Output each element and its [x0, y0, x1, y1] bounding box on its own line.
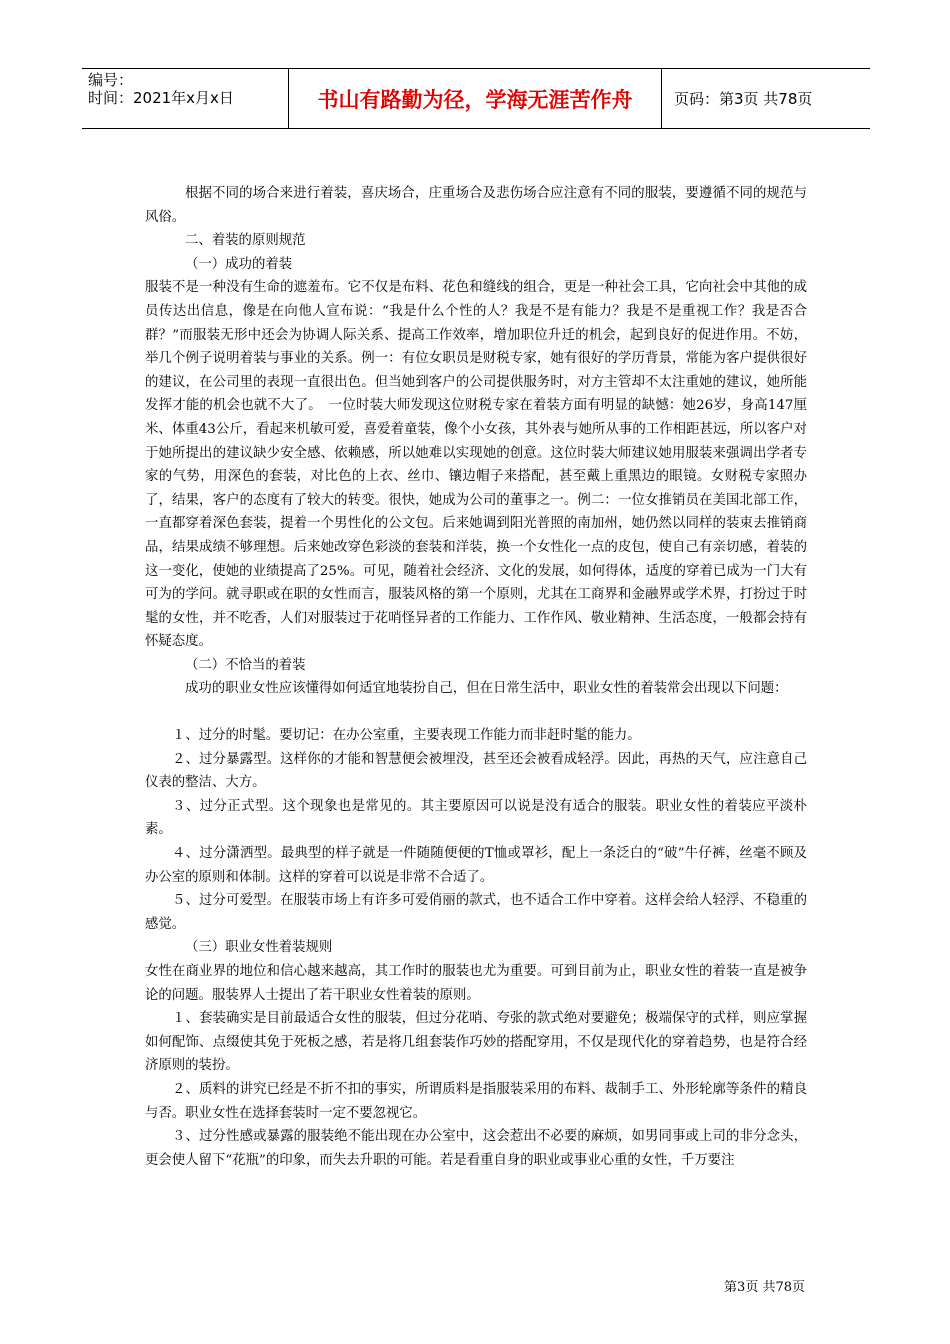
list-item-3: ３、过分正式型。这个现象也是常见的。其主要原因可以说是没有适合的服装。职业女性的着装应平淡朴素。	[145, 798, 807, 838]
subsection-heading-improper: （二）不恰当的着装	[185, 657, 306, 673]
subsection-heading-success: （一）成功的着装	[185, 256, 293, 272]
paragraph-rules-intro: 女性在商业界的地位和信心越来越高，其工作时的服装也尤为重要。可到目前为止，职业女性的着装一直是被争论的问题。服装界人士提出了若干职业女性着装的原则。	[145, 964, 807, 1003]
rule-item-1: １、套装确实是目前最适合女性的服装，但过分花哨、夸张的款式绝对要避免；极端保守的式样，则应掌握如何配饰、点缀使其免于死板之感，若是将几组套装作巧妙的搭配穿用，不仅是现代化的穿着趋势，也是符合经济原则的装扮。	[145, 1011, 807, 1074]
header-meta	[82, 69, 289, 128]
page-footer: 第3页 共78页	[724, 1280, 805, 1295]
rule-item-3: ３、过分性感或暴露的服装绝不能出现在办公室中，这会惹出不必要的麻烦，如男同事或上司的非分念头，更会使人留下“花瓶”的印象，而失去升职的可能。若是看重自身的职业或事业心重的女性，千万要注	[145, 1129, 807, 1168]
rule-item-2: ２、质料的讲究已经是不折不扣的事实，所谓质料是指服装采用的布料、裁制手工、外形轮廓等条件的精良与否。职业女性在选择套装时一定不要忽视它。	[145, 1081, 807, 1121]
list-item-2: ２、过分暴露型。这样你的才能和智慧便会被埋没，甚至还会被看成轻浮。因此，再热的天气，应注意自己仪表的整洁、大方。	[145, 751, 807, 791]
paragraph-improper-intro: 成功的职业女性应该懂得如何适宜地装扮自己，但在日常生活中，职业女性的着装常会出现以下问题：	[185, 681, 788, 697]
paragraph-occasion: 根据不同的场合来进行着装，喜庆场合，庄重场合及悲伤场合应注意有不同的服装，要遵循不同的规范与风俗。	[145, 186, 807, 225]
list-item-5: ５、过分可爱型。在服装市场上有许多可爱俏丽的款式，也不适合工作中穿着。这样会给人轻浮、不稳重的感觉。	[145, 893, 807, 932]
list-item-4: ４、过分潇洒型。最典型的样子就是一件随随便便的T恤或罩衫，配上一条泛白的“破”牛仔裤，丝毫不顾及办公室的原则和体制。这样的穿着可以说是非常不合适了。	[145, 846, 807, 885]
paragraph-success: 服装不是一种没有生命的遮羞布。它不仅是布料、花色和缝线的组合，更是一种社会工具，它向社会中其他的成员传达出信息，像是在向他人宣布说：“我是什么个性的人？我是不是有能力？我是不是重视工作？我是否合群？”而服装无形中还会为协调人际关系、提高工作效率，增加职位升迁的机会，起到良好的促进作用。不妨，举几个例子说明着装与事业的关系。例一：有位女职员是财税专家，她有很好的学历背景，常能为客户提供很好的建议，在公司里的表现一直很出色。但当她到客户的公司提供服务时，对方主管却不太注重她的建议，她所能发挥才能的机会也就不大了。 一位时装大师发现这位财税专家在着装方面有明显的缺憾：她26岁，身高147厘米、体重43公斤，看起来机敏可爱，喜爱着童装，像个小女孩，其外表与她所从事的工作相距甚远，所以客户对于她所提出的建议缺少安全感、依赖感，所以她难以实现她的创意。这位时装大师建议她用服装来强调出学者专家的气势，用深色的套装，对比色的上衣、丝巾、镶边帽子来搭配，甚至戴上重黑边的眼镜。女财税专家照办了，结果，客户的态度有了较大的转变。很快，她成为公司的董事之一。例二：一位女推销员在美国北部工作，一直都穿着深色套装，提着一个男性化的公文包。后来她调到阳光普照的南加州，她仍然以同样的装束去推销商品，结果成绩不够理想。后来她改穿色彩淡的套装和洋装，换一个女性化一点的皮包，使自己有亲切感，着装的这一变化，使她的业绩提高了25%。可见，随着社会经济、文化的发展，如何得体，适度的穿着已成为一门大有可为的学问。就寻职或在职的女性而言，服装风格的第一个原则，尤其在工商界和金融界或学术界，打扮过于时髦的女性，并不吃香，人们对服装过于花哨怪异者的工作能力、工作作风、敬业精神、生活态度，一般都会持有怀疑态度。	[145, 280, 807, 650]
header-motto: 书山有路勤为径，学海无涯苦作舟	[289, 69, 662, 128]
number-label: 编号：	[88, 71, 134, 89]
section-heading: 二、着装的原则规范	[185, 233, 306, 249]
subsection-heading-rules: （三）职业女性着装规则	[185, 940, 333, 956]
document-body	[145, 182, 807, 1172]
page-header	[82, 68, 870, 129]
list-item-1: １、过分的时髦。要切记：在办公室重，主要表现工作能力而非赶时髦的能力。	[172, 728, 641, 744]
date-label: 时间：2021年x月x日	[88, 89, 234, 107]
header-page-code: 页码：第3页 共78页	[674, 90, 813, 108]
blank-line	[145, 701, 807, 724]
